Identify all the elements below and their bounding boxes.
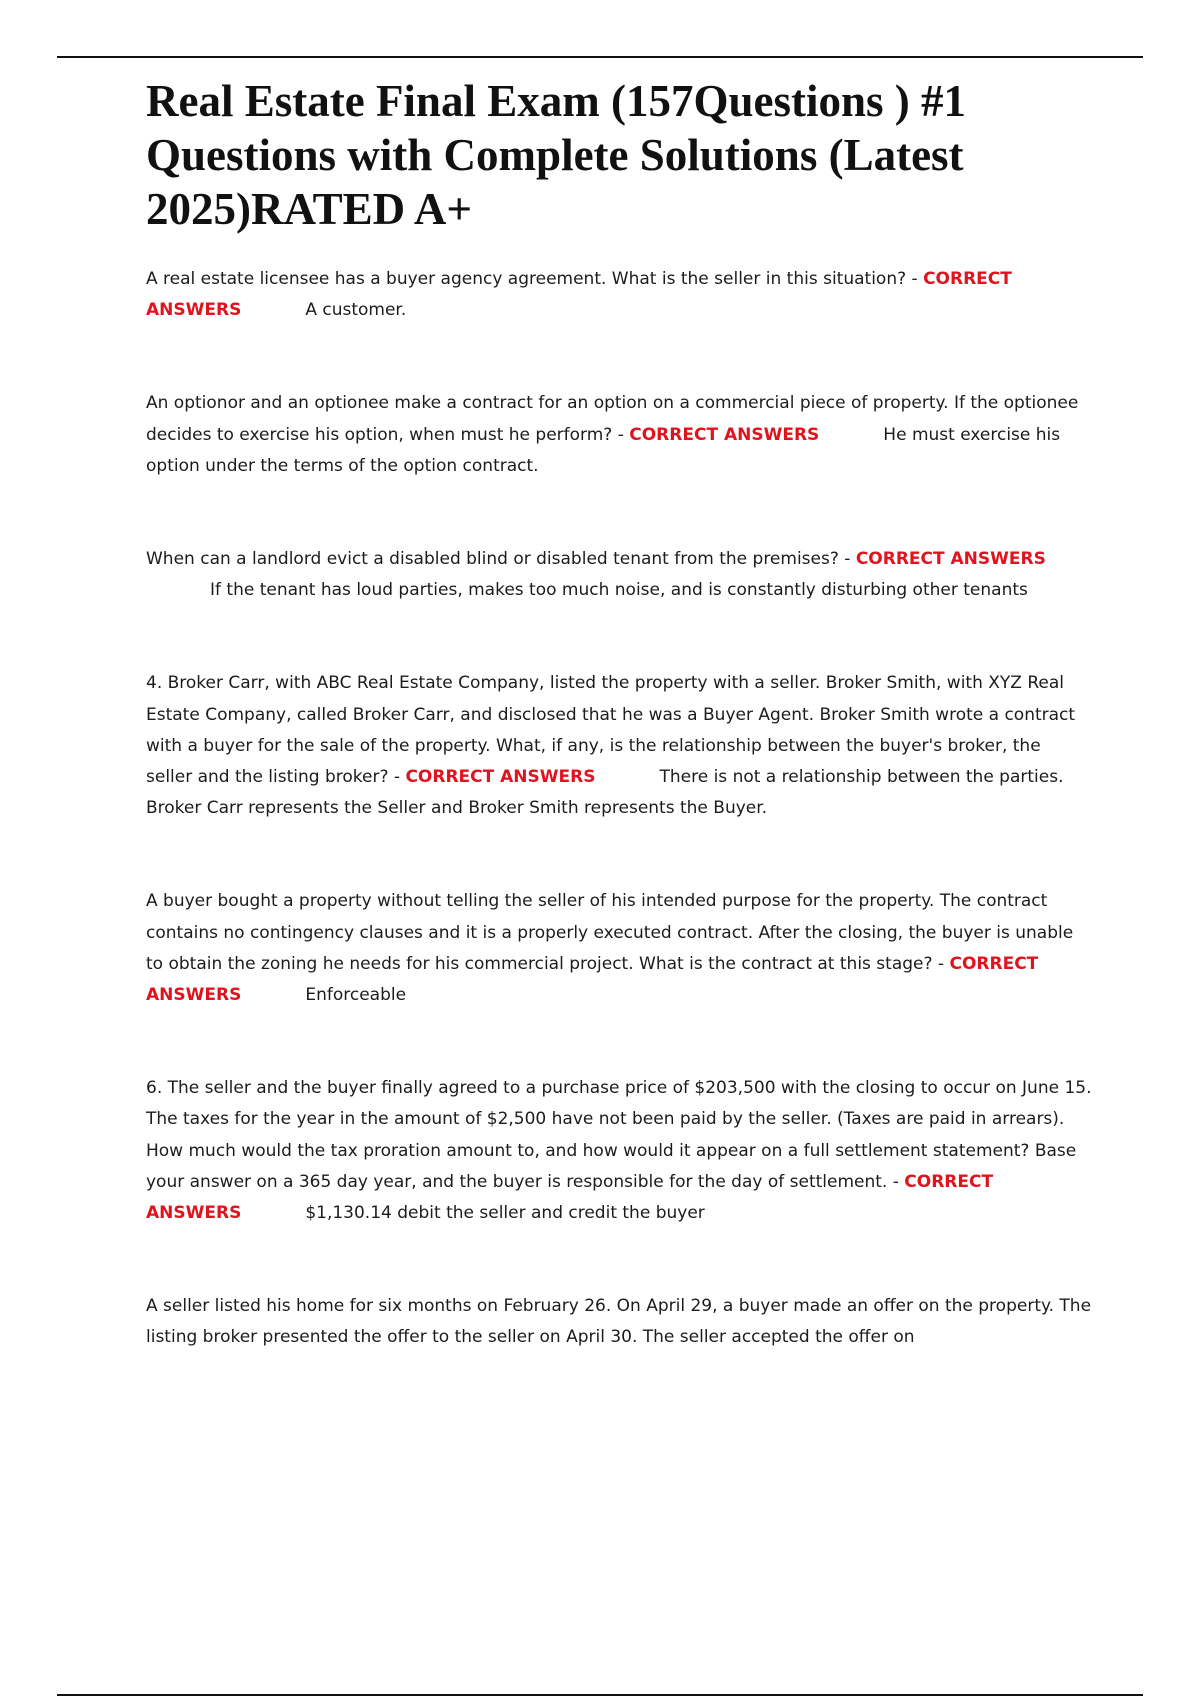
answer-text: Enforceable bbox=[305, 985, 407, 1006]
question-text: A buyer bought a property without telling the seller of his intended purpose for the property. The contract contains no contingency clauses and it is a properly executed contract. After the closing, the buyer is unable to obtain the zoning he needs for his commercial project. What is the contract at this stage? - bbox=[146, 891, 1074, 974]
correct-answers-label: CORRECT ANSWERS bbox=[405, 767, 596, 788]
question-item-3 bbox=[146, 544, 1092, 606]
correct-answers-label: CORRECT ANSWERS bbox=[146, 1171, 994, 1224]
question-text: A seller listed his home for six months on February 26. On April 29, a buyer made an offer on the property. The listing broker presented the offer to the seller on April 30. The seller accepted the offer on bbox=[146, 1296, 1092, 1348]
correct-answers-label: CORRECT ANSWERS bbox=[146, 953, 1039, 1006]
top-rule bbox=[57, 56, 1143, 58]
answer-text: A customer. bbox=[305, 300, 407, 321]
answer-text: If the tenant has loud parties, makes too much noise, and is constantly disturbing other tenants bbox=[210, 580, 1028, 601]
question-list bbox=[146, 264, 1092, 1416]
answer-text: There is not a relationship between the parties. Broker Carr represents the Seller and Broker Smith represents the Buyer. bbox=[146, 767, 1064, 819]
answer-text: $1,130.14 debit the seller and credit the buyer bbox=[305, 1203, 705, 1224]
document-title: Real Estate Final Exam (157Questions ) #1 Questions with Complete Solutions (Latest 2025)RATED A+ bbox=[146, 76, 966, 234]
question-item-4 bbox=[146, 668, 1092, 824]
question-item-6 bbox=[146, 1073, 1092, 1229]
question-text: 4. Broker Carr, with ABC Real Estate Company, listed the property with a seller. Broker Smith, with XYZ Real Estate Company, called Broker Carr, and disclosed that he was a Buyer Agent. Broker Smith wrote a contract with a buyer for the sale of the property. What, if any, is the relationship between the buyer's broker, the seller and the listing broker? - bbox=[146, 673, 1076, 788]
question-text: When can a landlord evict a disabled blind or disabled tenant from the premises? - bbox=[146, 549, 851, 570]
question-item-1 bbox=[146, 264, 1092, 326]
question-text: An optionor and an optionee make a contract for an option on a commercial piece of property. If the optionee decides to exercise his option, when must he perform? - bbox=[146, 393, 1079, 445]
correct-answers-label: CORRECT ANSWERS bbox=[146, 269, 1012, 321]
correct-answers-label: CORRECT ANSWERS bbox=[629, 424, 820, 445]
question-text: A real estate licensee has a buyer agency agreement. What is the seller in this situation? - bbox=[146, 269, 918, 289]
correct-answers-label: CORRECT ANSWERS bbox=[855, 549, 1046, 570]
bottom-rule bbox=[57, 1694, 1143, 1696]
question-item-7 bbox=[146, 1291, 1092, 1353]
question-item-2 bbox=[146, 388, 1092, 482]
question-text: 6. The seller and the buyer finally agreed to a purchase price of $203,500 with the closing to occur on June 15. The taxes for the year in the amount of $2,500 have not been paid by the seller. (Taxes are paid in arrears). How much would the tax proration amount to, and how would it appear on a full settlement statement? Base your answer on a 365 day year, and the buyer is responsible for the day of settlement. - bbox=[146, 1078, 1092, 1192]
question-item-5 bbox=[146, 886, 1092, 1011]
answer-text: He must exercise his option under the terms of the option contract. bbox=[146, 424, 1061, 476]
